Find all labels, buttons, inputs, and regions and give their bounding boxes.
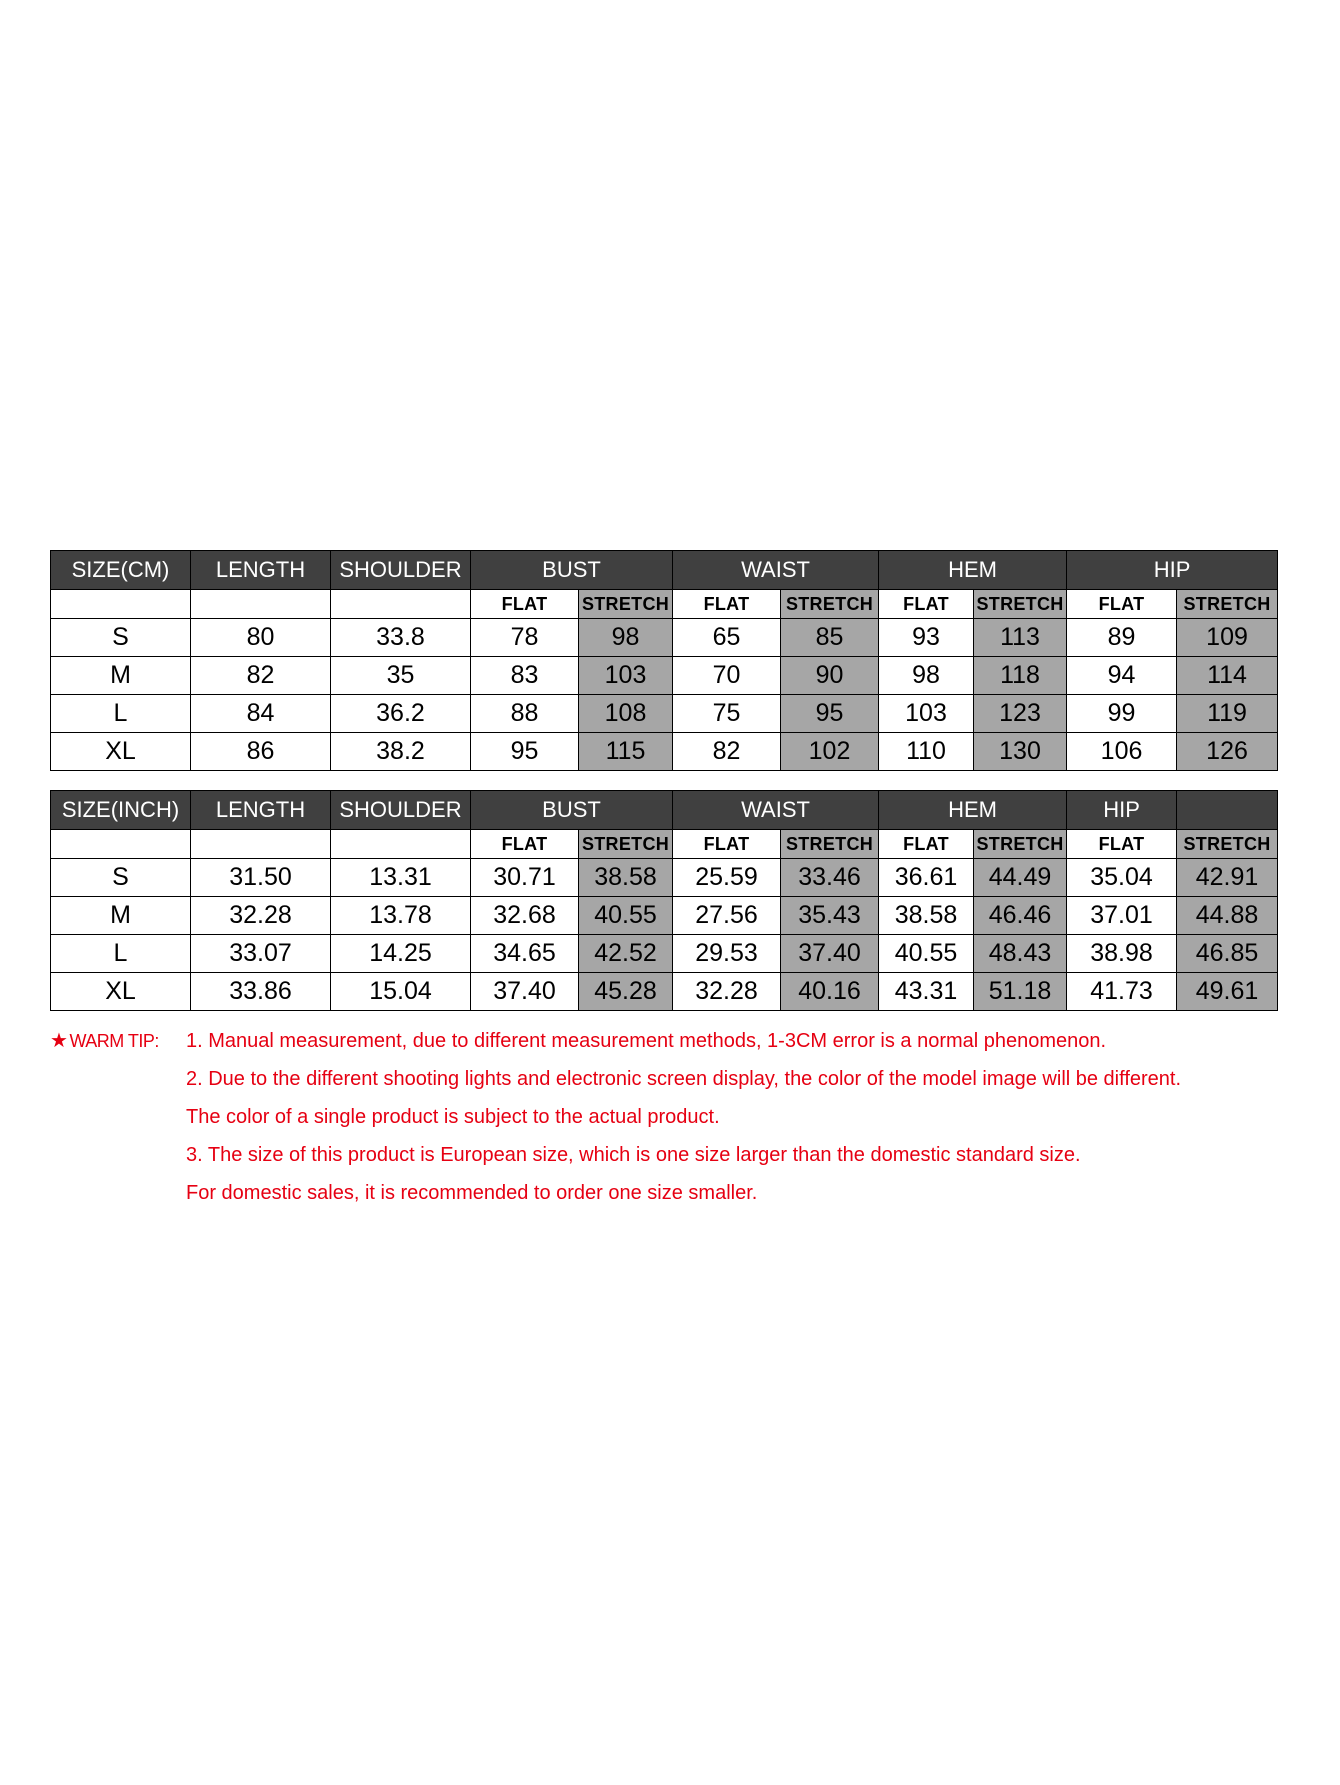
hem-column-header: HEM — [879, 791, 1067, 830]
stretch-subheader: STRETCH — [974, 830, 1067, 859]
hip-column-header: HIP — [1067, 791, 1177, 830]
table-header-row — [51, 791, 1278, 830]
hip-stretch-cell: 119 — [1177, 695, 1278, 733]
tip-text: The color of a single product is subject to the actual product. — [186, 1106, 720, 1128]
hip-stretch-cell: 46.85 — [1177, 935, 1278, 973]
table-row — [51, 657, 1278, 695]
hip-flat-cell: 94 — [1067, 657, 1177, 695]
hip-stretch-cell: 49.61 — [1177, 973, 1278, 1011]
hem-stretch-cell: 130 — [974, 733, 1067, 771]
hem-stretch-cell: 44.49 — [974, 859, 1067, 897]
length-cell: 33.07 — [191, 935, 331, 973]
stretch-subheader: STRETCH — [579, 830, 673, 859]
stretch-subheader: STRETCH — [1177, 590, 1278, 619]
hem-stretch-cell: 113 — [974, 619, 1067, 657]
hem-stretch-cell: 118 — [974, 657, 1067, 695]
hem-column-header: HEM — [879, 551, 1067, 590]
tip-line — [50, 1142, 1310, 1180]
flat-subheader: FLAT — [879, 830, 974, 859]
blank-header-cell — [1177, 791, 1278, 830]
hem-stretch-cell: 46.46 — [974, 897, 1067, 935]
bust-stretch-cell: 38.58 — [579, 859, 673, 897]
bust-flat-cell: 95 — [471, 733, 579, 771]
stretch-subheader: STRETCH — [781, 590, 879, 619]
warm-tip-label-text: WARM TIP: — [69, 1031, 159, 1051]
tip-line — [50, 1028, 1310, 1066]
waist-flat-cell: 65 — [673, 619, 781, 657]
table-row — [51, 859, 1278, 897]
length-cell: 32.28 — [191, 897, 331, 935]
hip-flat-cell: 38.98 — [1067, 935, 1177, 973]
size-table-inch — [50, 790, 1278, 1011]
bust-stretch-cell: 103 — [579, 657, 673, 695]
bust-flat-cell: 78 — [471, 619, 579, 657]
tip-line — [50, 1180, 1310, 1218]
waist-stretch-cell: 37.40 — [781, 935, 879, 973]
table-row — [51, 935, 1278, 973]
waist-flat-cell: 75 — [673, 695, 781, 733]
shoulder-cell: 15.04 — [331, 973, 471, 1011]
warm-tip-label — [50, 1028, 159, 1054]
flat-subheader: FLAT — [879, 590, 974, 619]
hip-stretch-cell: 126 — [1177, 733, 1278, 771]
bust-flat-cell: 30.71 — [471, 859, 579, 897]
length-cell: 33.86 — [191, 973, 331, 1011]
bust-column-header: BUST — [471, 791, 673, 830]
tip-text: 1. Manual measurement, due to different measurement methods, 1-3CM error is a normal phenomenon. — [186, 1030, 1107, 1052]
hip-flat-cell: 106 — [1067, 733, 1177, 771]
size-cell: S — [51, 619, 191, 657]
hem-flat-cell: 43.31 — [879, 973, 974, 1011]
shoulder-cell: 33.8 — [331, 619, 471, 657]
table-row — [51, 897, 1278, 935]
waist-flat-cell: 25.59 — [673, 859, 781, 897]
bust-stretch-cell: 108 — [579, 695, 673, 733]
blank-subheader-cell — [191, 590, 331, 619]
hem-flat-cell: 103 — [879, 695, 974, 733]
waist-flat-cell: 70 — [673, 657, 781, 695]
hem-flat-cell: 93 — [879, 619, 974, 657]
bust-flat-cell: 88 — [471, 695, 579, 733]
length-column-header: LENGTH — [191, 791, 331, 830]
shoulder-cell: 13.78 — [331, 897, 471, 935]
size-cell: XL — [51, 733, 191, 771]
hip-flat-cell: 89 — [1067, 619, 1177, 657]
size-cell: S — [51, 859, 191, 897]
tip-line — [50, 1066, 1310, 1104]
bust-flat-cell: 37.40 — [471, 973, 579, 1011]
table-row — [51, 973, 1278, 1011]
shoulder-cell: 14.25 — [331, 935, 471, 973]
bust-stretch-cell: 45.28 — [579, 973, 673, 1011]
warm-tip-section — [50, 1028, 1310, 1218]
size-column-header: SIZE(INCH) — [51, 791, 191, 830]
stretch-subheader: STRETCH — [974, 590, 1067, 619]
blank-subheader-cell — [331, 830, 471, 859]
hip-stretch-cell: 114 — [1177, 657, 1278, 695]
blank-subheader-cell — [51, 830, 191, 859]
tip-text: 3. The size of this product is European size, which is one size larger than the domestic standard size. — [186, 1144, 1081, 1166]
blank-subheader-cell — [331, 590, 471, 619]
hip-stretch-cell: 42.91 — [1177, 859, 1278, 897]
bust-stretch-cell: 40.55 — [579, 897, 673, 935]
table-subheader-row — [51, 590, 1278, 619]
size-cell: L — [51, 695, 191, 733]
flat-subheader: FLAT — [1067, 830, 1177, 859]
hip-flat-cell: 99 — [1067, 695, 1177, 733]
size-column-header: SIZE(CM) — [51, 551, 191, 590]
table-row — [51, 695, 1278, 733]
waist-stretch-cell: 35.43 — [781, 897, 879, 935]
shoulder-cell: 38.2 — [331, 733, 471, 771]
stretch-subheader: STRETCH — [1177, 830, 1278, 859]
size-table-cm — [50, 550, 1278, 771]
size-cell: XL — [51, 973, 191, 1011]
table-row — [51, 619, 1278, 657]
bust-column-header: BUST — [471, 551, 673, 590]
length-cell: 80 — [191, 619, 331, 657]
stretch-subheader: STRETCH — [781, 830, 879, 859]
waist-stretch-cell: 102 — [781, 733, 879, 771]
hem-stretch-cell: 48.43 — [974, 935, 1067, 973]
waist-column-header: WAIST — [673, 551, 879, 590]
hem-flat-cell: 36.61 — [879, 859, 974, 897]
bust-flat-cell: 32.68 — [471, 897, 579, 935]
waist-stretch-cell: 85 — [781, 619, 879, 657]
shoulder-cell: 36.2 — [331, 695, 471, 733]
hip-stretch-cell: 109 — [1177, 619, 1278, 657]
hip-column-header: HIP — [1067, 551, 1278, 590]
hem-flat-cell: 38.58 — [879, 897, 974, 935]
hip-flat-cell: 41.73 — [1067, 973, 1177, 1011]
waist-flat-cell: 32.28 — [673, 973, 781, 1011]
size-cell: M — [51, 657, 191, 695]
hem-stretch-cell: 51.18 — [974, 973, 1067, 1011]
hip-flat-cell: 35.04 — [1067, 859, 1177, 897]
hem-stretch-cell: 123 — [974, 695, 1067, 733]
size-cell: L — [51, 935, 191, 973]
flat-subheader: FLAT — [471, 830, 579, 859]
blank-subheader-cell — [191, 830, 331, 859]
waist-flat-cell: 82 — [673, 733, 781, 771]
length-cell: 31.50 — [191, 859, 331, 897]
tip-text: For domestic sales, it is recommended to order one size smaller. — [186, 1182, 758, 1204]
shoulder-cell: 13.31 — [331, 859, 471, 897]
star-icon: ★ — [50, 1030, 68, 1052]
shoulder-column-header: SHOULDER — [331, 791, 471, 830]
table-row — [51, 733, 1278, 771]
bust-stretch-cell: 42.52 — [579, 935, 673, 973]
blank-subheader-cell — [51, 590, 191, 619]
waist-flat-cell: 27.56 — [673, 897, 781, 935]
waist-stretch-cell: 33.46 — [781, 859, 879, 897]
waist-column-header: WAIST — [673, 791, 879, 830]
length-cell: 84 — [191, 695, 331, 733]
waist-stretch-cell: 90 — [781, 657, 879, 695]
hem-flat-cell: 98 — [879, 657, 974, 695]
hip-stretch-cell: 44.88 — [1177, 897, 1278, 935]
flat-subheader: FLAT — [1067, 590, 1177, 619]
flat-subheader: FLAT — [673, 590, 781, 619]
bust-stretch-cell: 115 — [579, 733, 673, 771]
shoulder-column-header: SHOULDER — [331, 551, 471, 590]
flat-subheader: FLAT — [673, 830, 781, 859]
length-column-header: LENGTH — [191, 551, 331, 590]
table-header-row — [51, 551, 1278, 590]
waist-flat-cell: 29.53 — [673, 935, 781, 973]
shoulder-cell: 35 — [331, 657, 471, 695]
bust-flat-cell: 34.65 — [471, 935, 579, 973]
flat-subheader: FLAT — [471, 590, 579, 619]
tip-line — [50, 1104, 1310, 1142]
waist-stretch-cell: 40.16 — [781, 973, 879, 1011]
waist-stretch-cell: 95 — [781, 695, 879, 733]
hem-flat-cell: 40.55 — [879, 935, 974, 973]
length-cell: 82 — [191, 657, 331, 695]
hip-flat-cell: 37.01 — [1067, 897, 1177, 935]
hem-flat-cell: 110 — [879, 733, 974, 771]
size-cell: M — [51, 897, 191, 935]
bust-stretch-cell: 98 — [579, 619, 673, 657]
tip-text: 2. Due to the different shooting lights and electronic screen display, the color of the model image will be different. — [186, 1068, 1182, 1090]
table-subheader-row — [51, 830, 1278, 859]
length-cell: 86 — [191, 733, 331, 771]
stretch-subheader: STRETCH — [579, 590, 673, 619]
bust-flat-cell: 83 — [471, 657, 579, 695]
